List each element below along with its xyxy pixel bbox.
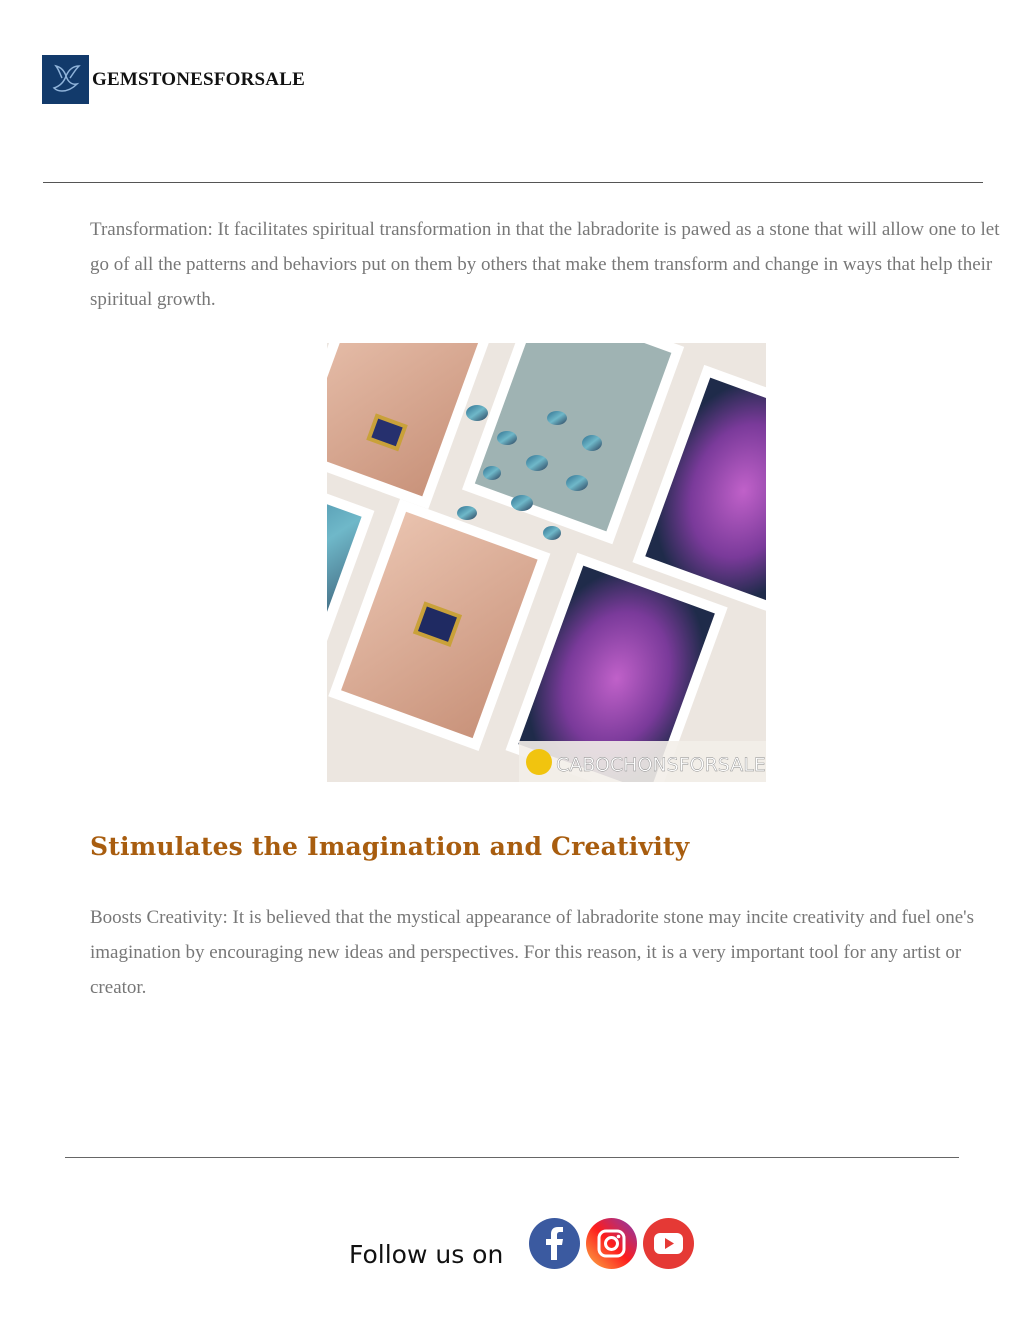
instagram-icon[interactable]	[586, 1218, 637, 1269]
labradorite-collage-image	[327, 343, 766, 782]
bottom-divider	[65, 1157, 959, 1158]
brand-name: GEMSTONESFORSALE	[92, 68, 305, 90]
youtube-icon[interactable]	[643, 1218, 694, 1269]
collage-watermark: CABOCHONSFORSALE	[556, 754, 766, 776]
transformation-paragraph: Transformation: It facilitates spiritual transformation in that the labradorite is pawed as a stone that will allow one to let go of all the patterns and behaviors put on them by others that make them transform and change in ways that help their spiritual growth.	[90, 219, 1000, 310]
follow-us-label: Follow us on	[349, 1240, 504, 1269]
creativity-paragraph: Boosts Creativity: It is believed that the mystical appearance of labradorite stone may incite creativity and fuel one's imagination by encouraging new ideas and perspectives. For this reason, it is a very important tool for any artist or creator.	[90, 907, 974, 998]
brand-logo[interactable]	[42, 55, 305, 104]
top-divider	[43, 182, 983, 183]
section-heading: Stimulates the Imagination and Creativity	[90, 832, 690, 861]
facebook-icon[interactable]	[529, 1218, 580, 1269]
dove-icon	[42, 55, 89, 104]
